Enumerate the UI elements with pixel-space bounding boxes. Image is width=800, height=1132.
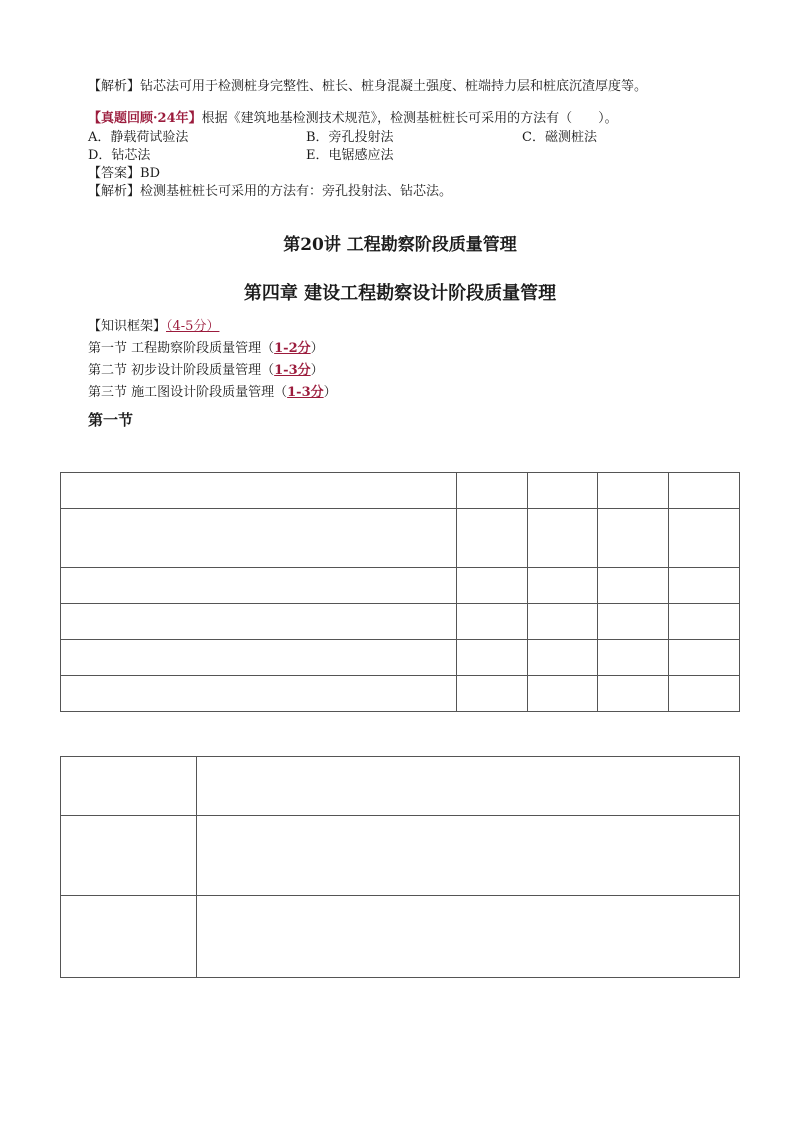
section-1-text: 第一节 工程勘察阶段质量管理（ <box>88 341 275 356</box>
table-1-cell <box>61 640 457 676</box>
analysis-1-text: 钻芯法可用于检测桩身完整性、桩长、桩身混凝土强度、桩端持力层和桩底沉渣厚度等。 <box>140 79 648 94</box>
analysis-2 <box>88 183 452 201</box>
table-2-cell <box>61 757 197 816</box>
table-1-cell <box>598 604 669 640</box>
table-2-cell <box>197 757 740 816</box>
section-2-text: 第二节 初步设计阶段质量管理（ <box>88 363 275 378</box>
table-1-cell <box>598 640 669 676</box>
analysis-2-tag: 【解析】 <box>88 184 141 199</box>
table-1-cell <box>61 676 457 712</box>
framework-section-1 <box>88 340 324 358</box>
table-1-cell <box>669 676 740 712</box>
table-1-cell <box>456 509 527 568</box>
table-1-cell <box>598 676 669 712</box>
analysis-1 <box>88 78 647 96</box>
table-1-row <box>61 604 740 640</box>
table-1-cell <box>669 568 740 604</box>
section-3-text: 第三节 施工图设计阶段质量管理（ <box>88 385 288 400</box>
option-a: A．静载荷试验法 <box>88 130 189 145</box>
table-1-cell <box>527 568 598 604</box>
chapter-title: 第四章 建设工程勘察设计阶段质量管理 <box>243 283 557 304</box>
lecture-title: 第20讲 工程勘察阶段质量管理 <box>283 235 517 255</box>
answer <box>88 165 160 183</box>
answer-tag: 【答案】 <box>88 166 141 181</box>
table-1-row <box>61 568 740 604</box>
options-row-1 <box>88 129 597 147</box>
table-1-cell <box>598 473 669 509</box>
table-1-cell <box>527 640 598 676</box>
table-1-cell <box>61 604 457 640</box>
table-2-cell <box>61 816 197 896</box>
question-tag: 【真题回顾·24年】 <box>88 111 202 126</box>
section-3-close: ） <box>323 385 337 400</box>
option-e: E．电锯感应法 <box>306 148 394 163</box>
table-2-cell <box>61 896 197 978</box>
table-2-cell <box>197 816 740 896</box>
framework-label: 【知识框架】 <box>88 319 167 334</box>
table-1-row <box>61 640 740 676</box>
table-1-row <box>61 473 740 509</box>
table-1-cell <box>456 473 527 509</box>
section-2-close: ） <box>310 363 324 378</box>
table-2-cell <box>197 896 740 978</box>
table-1-cell <box>669 604 740 640</box>
section-1-close: ） <box>310 341 324 356</box>
table-1-cell <box>61 568 457 604</box>
section-3-score: 1-3分 <box>287 385 324 400</box>
table-1-cell <box>456 640 527 676</box>
framework-score: （4-5分） <box>166 319 220 334</box>
table-1-cell <box>527 676 598 712</box>
table-1-cell <box>669 509 740 568</box>
table-1-cell <box>669 473 740 509</box>
answer-value: BD <box>140 166 160 181</box>
table-1-cell <box>456 604 527 640</box>
table-1-cell <box>669 640 740 676</box>
table-1-row <box>61 509 740 568</box>
analysis-1-tag: 【解析】 <box>88 79 141 94</box>
option-b: B．旁孔投射法 <box>306 130 394 145</box>
option-c: C．磁测桩法 <box>522 130 597 145</box>
question-text: 根据《建筑地基检测技术规范》，检测基桩桩长可采用的方法有（ ）。 <box>201 111 618 126</box>
section-2-score: 1-3分 <box>274 363 311 378</box>
table-1-cell <box>598 509 669 568</box>
table-1-cell <box>61 473 457 509</box>
section-heading: 第一节 <box>88 411 134 429</box>
table-1-cell <box>527 604 598 640</box>
framework-heading <box>88 318 219 336</box>
table-2-row <box>61 896 740 978</box>
table-1-cell <box>527 473 598 509</box>
question-stem <box>88 110 618 128</box>
table-1-cell <box>61 509 457 568</box>
table-2 <box>60 756 740 978</box>
framework-section-3 <box>88 384 337 402</box>
table-1-row <box>61 676 740 712</box>
analysis-2-text: 检测基桩桩长可采用的方法有：旁孔投射法、钻芯法。 <box>140 184 453 199</box>
table-1-cell <box>527 509 598 568</box>
table-2-row <box>61 757 740 816</box>
framework-section-2 <box>88 362 324 380</box>
table-1-cell <box>456 568 527 604</box>
option-d: D．钻芯法 <box>88 148 151 163</box>
table-1 <box>60 472 740 712</box>
table-1-cell <box>456 676 527 712</box>
table-1-cell <box>598 568 669 604</box>
options-row-2 <box>88 147 394 165</box>
table-2-row <box>61 816 740 896</box>
section-1-score: 1-2分 <box>274 341 311 356</box>
